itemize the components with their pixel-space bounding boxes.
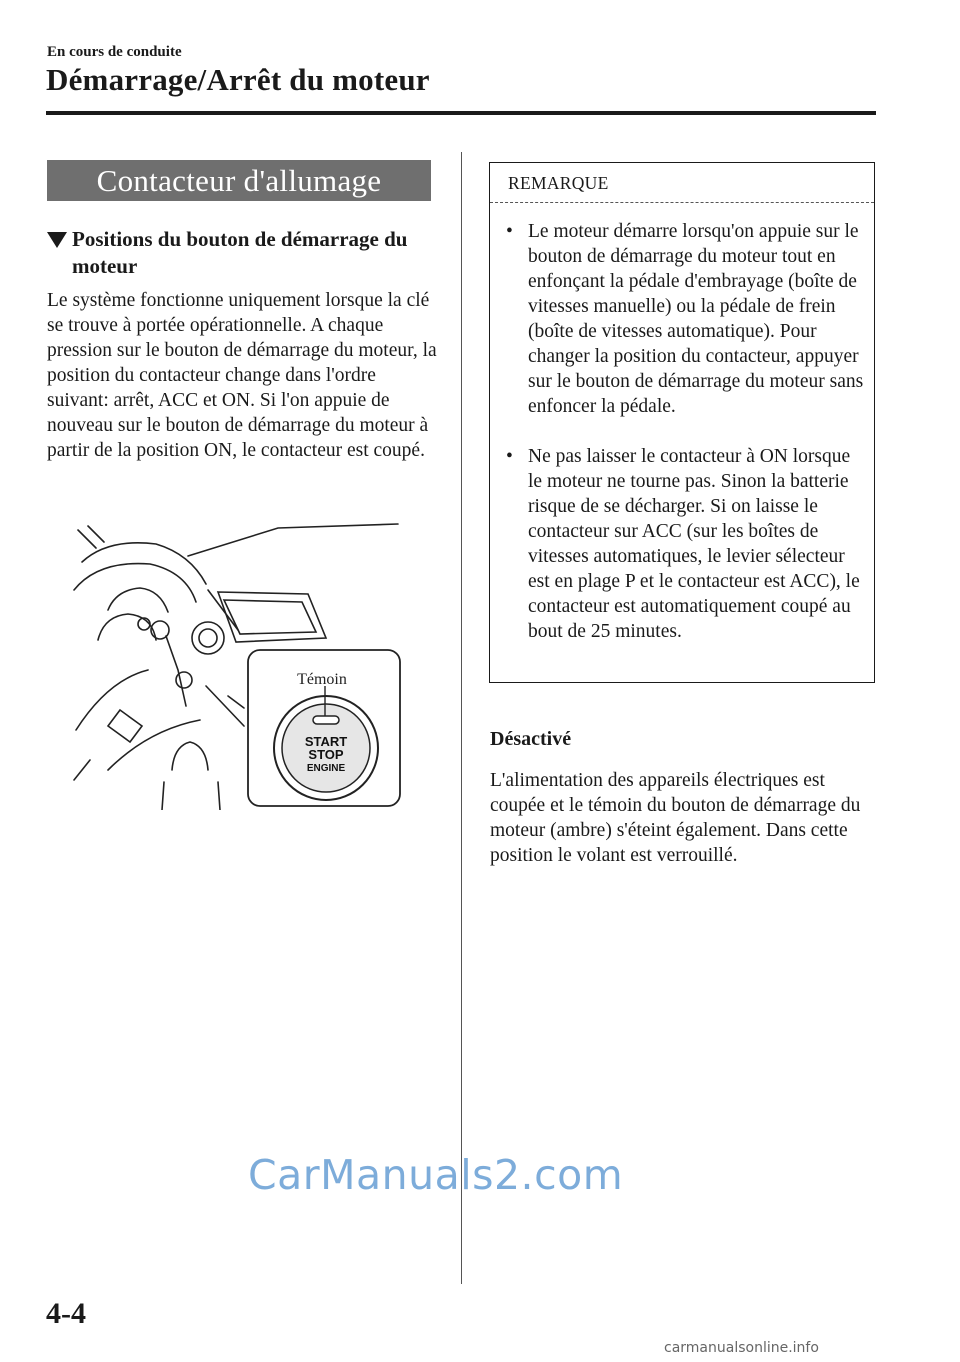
subheading	[47, 226, 437, 280]
section-banner: Contacteur d'allumage	[47, 160, 431, 201]
remark-box	[489, 162, 875, 683]
button-start-label: START	[304, 734, 348, 749]
triangle-down-icon	[47, 232, 67, 248]
remark-title: REMARQUE	[508, 173, 609, 193]
header-rule	[46, 111, 876, 115]
bullet-icon: •	[506, 446, 513, 467]
remark-item-text: Ne pas laisser le contacteur à ON lorsque le moteur ne tourne pas. Sinon la batterie risque de se décharger. Si on laisse le contacteur sur ACC (sur les boîtes de vitesses automatiques, le levier sélecteur est en plage P et le contacteur est ACC), le contacteur est automatiquement coupé au bout de 25 minutes.	[528, 446, 860, 642]
bullet-icon: •	[506, 221, 513, 242]
subsection-paragraph: L'alimentation des appareils électriques est coupée et le témoin du bouton de démarrage du moteur (ambre) s'éteint également. Dans cette position le volant est verrouillé.	[490, 770, 861, 866]
remark-item-text: Le moteur démarre lorsqu'on appuie sur le bouton de démarrage du moteur tout en enfonçant la pédale d'embrayage (boîte de vitesses manuelle) ou la pédale de frein (boîte de vitesses automatique). Pour changer la position du contacteur, appuyer sur le bouton de démarrage du moteur sans enfoncer la pédale.	[528, 221, 864, 417]
breadcrumb: En cours de conduite	[47, 44, 182, 60]
page-title: Démarrage/Arrêt du moteur	[46, 62, 430, 97]
footer-site: carmanualsonline.info	[664, 1340, 819, 1356]
dashboard-illustration	[68, 520, 404, 810]
subheading-text: Positions du bouton de démarrage du moteur	[72, 227, 408, 278]
column-divider	[461, 152, 462, 1284]
callout-label: Témoin	[297, 671, 347, 688]
remark-item	[506, 219, 868, 419]
button-stop-label: STOP	[308, 747, 344, 762]
subsection-title: Désactivé	[490, 728, 572, 750]
start-stop-inset	[248, 650, 400, 806]
watermark: CarManuals2.com	[248, 1151, 624, 1199]
remark-divider	[490, 202, 874, 203]
intro-paragraph: Le système fonctionne uniquement lorsque la clé se trouve à portée opérationnelle. A chaque pression sur le bouton de démarrage du moteur, la position du contacteur change dans l'ordre suivant: arrêt, ACC et ON. Si l'on appuie de nouveau sur le bouton de démarrage du moteur à partir de la position ON, le contacteur est coupé.	[47, 290, 437, 461]
button-engine-label: ENGINE	[306, 763, 346, 774]
remark-item	[506, 444, 868, 644]
page-number: 4-4	[46, 1297, 86, 1330]
indicator-lamp	[313, 716, 339, 724]
